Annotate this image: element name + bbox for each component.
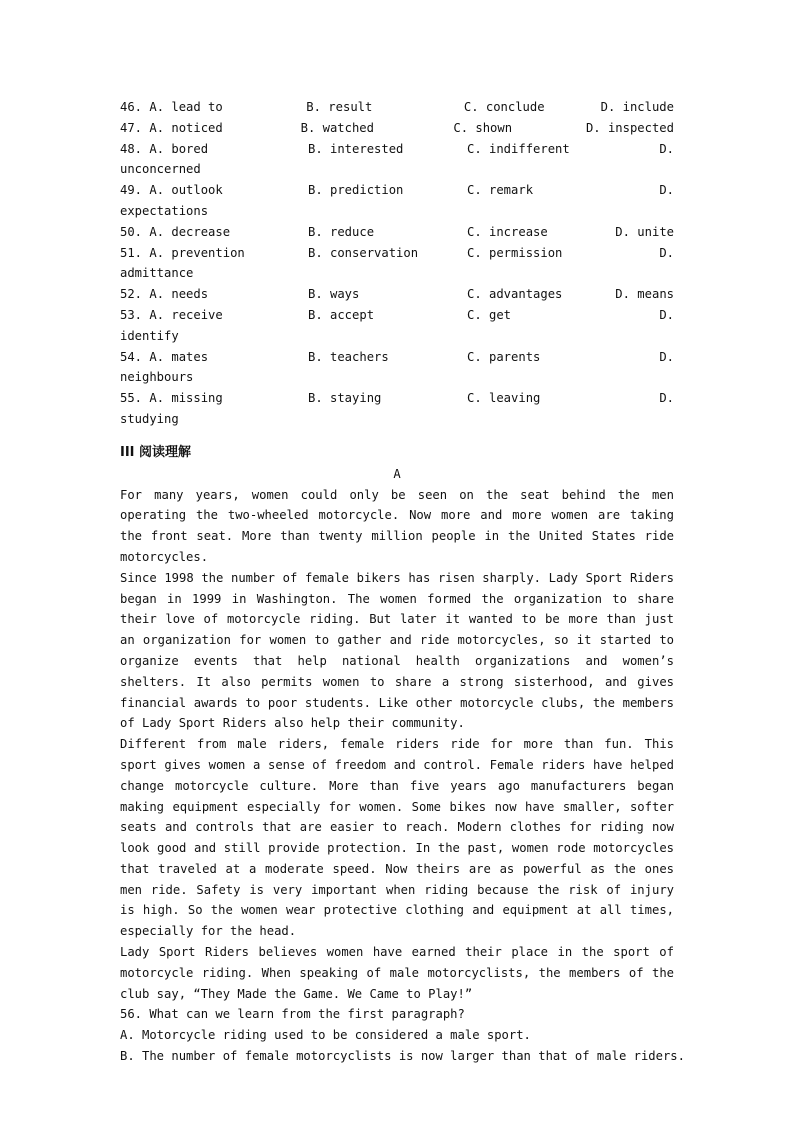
option-b: B. prediction bbox=[308, 183, 404, 198]
option-row bbox=[120, 180, 674, 201]
option-a-text: A. bored bbox=[149, 141, 209, 156]
option-c: C. conclude bbox=[463, 100, 545, 114]
option-d-continued: identify bbox=[120, 328, 179, 343]
option-row bbox=[120, 284, 674, 305]
option-b: B. reduce bbox=[308, 224, 375, 239]
option-b: B. watched bbox=[300, 120, 374, 135]
option-a-text: A. outlook bbox=[149, 183, 223, 198]
option-d-continued: studying bbox=[120, 411, 179, 426]
question-number: 53. bbox=[120, 307, 143, 322]
option-c: C. advantages bbox=[467, 287, 563, 302]
option-a bbox=[120, 243, 308, 264]
answer-option-a: A. Motorcycle riding used to be considered a male sport. bbox=[120, 1028, 531, 1043]
option-d: D. bbox=[659, 349, 674, 364]
option-c: C. parents bbox=[467, 349, 541, 364]
option-row bbox=[120, 118, 674, 139]
option-d: D. bbox=[659, 141, 674, 156]
question-number: 51. bbox=[120, 245, 143, 260]
option-b: B. interested bbox=[308, 141, 404, 156]
option-b: B. teachers bbox=[308, 349, 389, 364]
option-d: D. means bbox=[615, 287, 674, 302]
option-a-text: A. needs bbox=[149, 287, 209, 302]
option-d: D. bbox=[659, 183, 674, 198]
option-row bbox=[120, 305, 674, 326]
option-d-continued: expectations bbox=[120, 203, 209, 218]
option-d: D. include bbox=[600, 100, 674, 114]
option-a-text: A. prevention bbox=[149, 245, 245, 260]
option-a bbox=[120, 222, 308, 243]
option-a-text: A. noticed bbox=[149, 120, 223, 135]
option-d-continued: unconcerned bbox=[120, 162, 201, 177]
question-number: 48. bbox=[120, 141, 143, 156]
option-d-continued: admittance bbox=[120, 266, 194, 281]
cloze-options bbox=[120, 97, 674, 430]
option-a-text: A. mates bbox=[149, 349, 209, 364]
paragraph-4: Lady Sport Riders believes women have earned their place in the sport of motorcycle riding. When speaking of male motorcyclists, the members of the club say, “They Made the Game. We Came to Play!” bbox=[120, 945, 674, 1001]
question-number: 50. bbox=[120, 224, 143, 239]
question-number: 52. bbox=[120, 287, 143, 302]
option-row bbox=[120, 347, 674, 368]
question-number: 49. bbox=[120, 183, 143, 198]
question-number: 47. bbox=[120, 120, 143, 135]
option-a-text: A. lead to bbox=[149, 100, 223, 114]
option-a bbox=[120, 139, 308, 160]
option-c: C. leaving bbox=[467, 391, 541, 406]
option-a bbox=[120, 284, 308, 305]
option-c: C. increase bbox=[467, 224, 548, 239]
option-d-continued: neighbours bbox=[120, 370, 194, 385]
option-row bbox=[120, 97, 674, 118]
answer-option-b: B. The number of female motorcyclists is now larger than that of male riders. bbox=[120, 1049, 685, 1064]
option-row bbox=[120, 388, 674, 409]
passage-label: A bbox=[393, 466, 401, 481]
option-d: D. bbox=[659, 307, 674, 322]
paragraph-2: Since 1998 the number of female bikers has risen sharply. Lady Sport Riders began in 1999 in Washington. The women formed the organization to share their love of motorcycle riding. But later it wanted to be more than just an organization for women to gather and ride motorcycles, so it started to organize events that help national health organizations and women’s shelters. It also permits women to share a strong sisterhood, and gives financial awards to poor students. Like other motorcycle clubs, the members of Lady Sport Riders also help their community. bbox=[120, 570, 674, 731]
option-a bbox=[120, 97, 306, 118]
option-a-text: A. missing bbox=[149, 391, 223, 406]
option-d: D. unite bbox=[615, 224, 674, 239]
option-a bbox=[120, 388, 308, 409]
option-b: B. result bbox=[306, 100, 373, 114]
option-d: D. bbox=[659, 391, 674, 406]
option-d: D. inspected bbox=[585, 120, 674, 135]
question-number: 46. bbox=[120, 100, 143, 114]
section-title: III 阅读理解 bbox=[120, 444, 192, 460]
option-b: B. staying bbox=[308, 391, 382, 406]
option-a-text: A. receive bbox=[149, 307, 223, 322]
option-c: C. remark bbox=[467, 183, 534, 198]
document-page bbox=[120, 97, 685, 1067]
question-number: 54. bbox=[120, 349, 143, 364]
option-a bbox=[120, 305, 308, 326]
option-d: D. bbox=[659, 245, 674, 260]
option-a bbox=[120, 180, 308, 201]
option-a bbox=[120, 118, 301, 139]
option-a-text: A. decrease bbox=[149, 224, 231, 239]
option-a bbox=[120, 347, 308, 368]
option-row bbox=[120, 222, 674, 243]
option-c: C. shown bbox=[453, 120, 513, 135]
option-b: B. conservation bbox=[308, 245, 419, 260]
paragraph-3: Different from male riders, female riders ride for more than fun. This sport gives women a sense of freedom and control. Female riders have helped change motorcycle culture. More than five years ago manufacturers began making equipment especially for women. Some bikes now have smaller, softer seats and controls that are easier to reach. Modern clothes for riding now look good and still provide protection. In the past, women rode motorcycles that traveled at a moderate speed. Now theirs are as powerful as the ones men ride. Safety is very important when riding because the risk of injury is high. So the women wear protective clothing and equipment at all times, especially for the head. bbox=[120, 737, 674, 939]
option-row bbox=[120, 243, 674, 264]
option-c: C. permission bbox=[467, 245, 563, 260]
paragraph-1: For many years, women could only be seen on the seat behind the men operating the two-wheeled motorcycle. Now more and more women are taking the front seat. More than twenty million people in the United States ride motorcycles. bbox=[120, 487, 674, 564]
question-number: 55. bbox=[120, 391, 143, 406]
option-c: C. get bbox=[467, 307, 512, 322]
option-row bbox=[120, 139, 674, 160]
option-b: B. ways bbox=[308, 287, 360, 302]
option-c: C. indifferent bbox=[467, 141, 570, 156]
option-b: B. accept bbox=[308, 307, 375, 322]
question-56: 56. What can we learn from the first paragraph? bbox=[120, 1007, 465, 1022]
